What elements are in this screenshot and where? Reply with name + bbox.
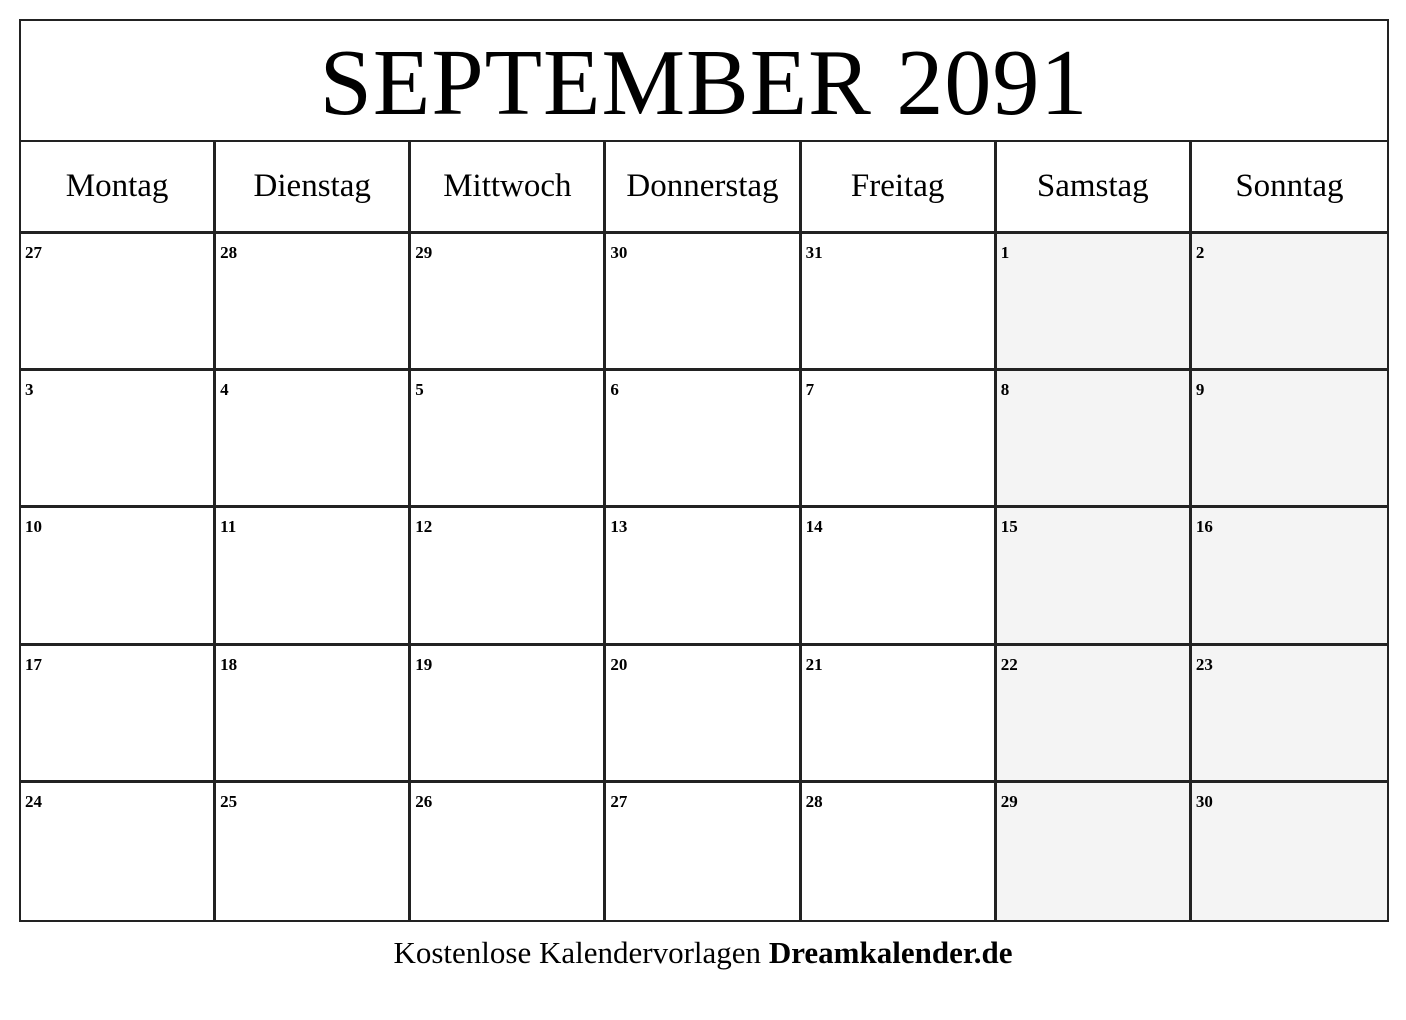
day-cell	[802, 646, 997, 783]
day-number: 7	[805, 380, 815, 400]
day-cell	[606, 508, 801, 645]
day-cell	[997, 646, 1192, 783]
day-number: 15	[1000, 517, 1018, 537]
day-number: 23	[1195, 654, 1213, 674]
day-cell	[606, 646, 801, 783]
day-cell	[411, 783, 606, 920]
day-cell	[997, 508, 1192, 645]
day-number: 25	[220, 791, 238, 811]
day-number: 16	[1195, 517, 1213, 537]
calendar	[19, 19, 1389, 922]
day-cell	[606, 371, 801, 508]
calendar-title: SEPTEMBER 2091	[21, 21, 1387, 142]
weekday-monday: Montag	[21, 142, 216, 231]
day-number: 12	[415, 517, 433, 537]
footer	[0, 935, 1406, 971]
day-number: 30	[1195, 791, 1213, 811]
day-cell	[1192, 508, 1387, 645]
day-cell	[997, 234, 1192, 371]
weekday-friday: Freitag	[802, 142, 997, 231]
day-cell	[216, 371, 411, 508]
day-number: 17	[25, 654, 42, 674]
day-number: 14	[805, 517, 823, 537]
day-cell	[21, 234, 216, 371]
day-number: 19	[415, 654, 433, 674]
day-cell	[21, 783, 216, 920]
weekday-tuesday: Dienstag	[216, 142, 411, 231]
day-number: 8	[1000, 380, 1010, 400]
day-cell	[606, 234, 801, 371]
day-number: 6	[610, 380, 619, 400]
day-number: 31	[805, 243, 823, 262]
day-cell	[802, 234, 997, 371]
day-number: 27	[610, 791, 628, 811]
day-cell	[216, 234, 411, 371]
day-cell	[216, 646, 411, 783]
weekday-wednesday: Mittwoch	[411, 142, 606, 231]
days-grid	[21, 234, 1387, 920]
day-cell	[606, 783, 801, 920]
day-cell	[802, 783, 997, 920]
weekday-thursday: Donnerstag	[606, 142, 801, 231]
weekday-header-row	[21, 142, 1387, 234]
day-number: 22	[1000, 654, 1018, 674]
day-cell	[411, 646, 606, 783]
day-number: 18	[220, 654, 238, 674]
day-number: 9	[1195, 380, 1205, 400]
day-cell	[216, 508, 411, 645]
day-number: 20	[610, 654, 628, 674]
day-number: 13	[610, 517, 628, 537]
day-number: 1	[1000, 243, 1010, 262]
day-cell	[216, 783, 411, 920]
day-cell	[411, 371, 606, 508]
day-cell	[21, 646, 216, 783]
day-number: 30	[610, 243, 628, 262]
weekday-saturday: Samstag	[997, 142, 1192, 231]
day-number: 5	[415, 380, 424, 400]
day-cell	[997, 371, 1192, 508]
day-cell	[21, 371, 216, 508]
day-number: 28	[805, 791, 823, 811]
day-number: 21	[805, 654, 823, 674]
day-cell	[411, 508, 606, 645]
footer-brand: Dreamkalender.de	[768, 935, 1013, 970]
day-cell	[802, 508, 997, 645]
day-cell	[411, 234, 606, 371]
day-cell	[1192, 646, 1387, 783]
day-number: 10	[25, 517, 42, 537]
day-cell	[1192, 783, 1387, 920]
weekday-sunday: Sonntag	[1235, 168, 1344, 204]
footer-text: Kostenlose Kalendervorlagen	[393, 935, 762, 970]
day-number: 24	[25, 791, 42, 811]
day-cell	[997, 783, 1192, 920]
day-cell	[1192, 371, 1387, 508]
day-number: 11	[220, 517, 237, 537]
day-cell	[802, 371, 997, 508]
day-number: 29	[415, 243, 433, 262]
day-number: 28	[220, 243, 238, 262]
day-number: 27	[25, 243, 42, 262]
day-number: 29	[1000, 791, 1018, 811]
day-cell	[21, 508, 216, 645]
day-cell	[1192, 234, 1387, 371]
day-number: 4	[220, 380, 229, 400]
day-number: 26	[415, 791, 433, 811]
day-number: 2	[1195, 243, 1205, 262]
day-number: 3	[25, 380, 34, 400]
